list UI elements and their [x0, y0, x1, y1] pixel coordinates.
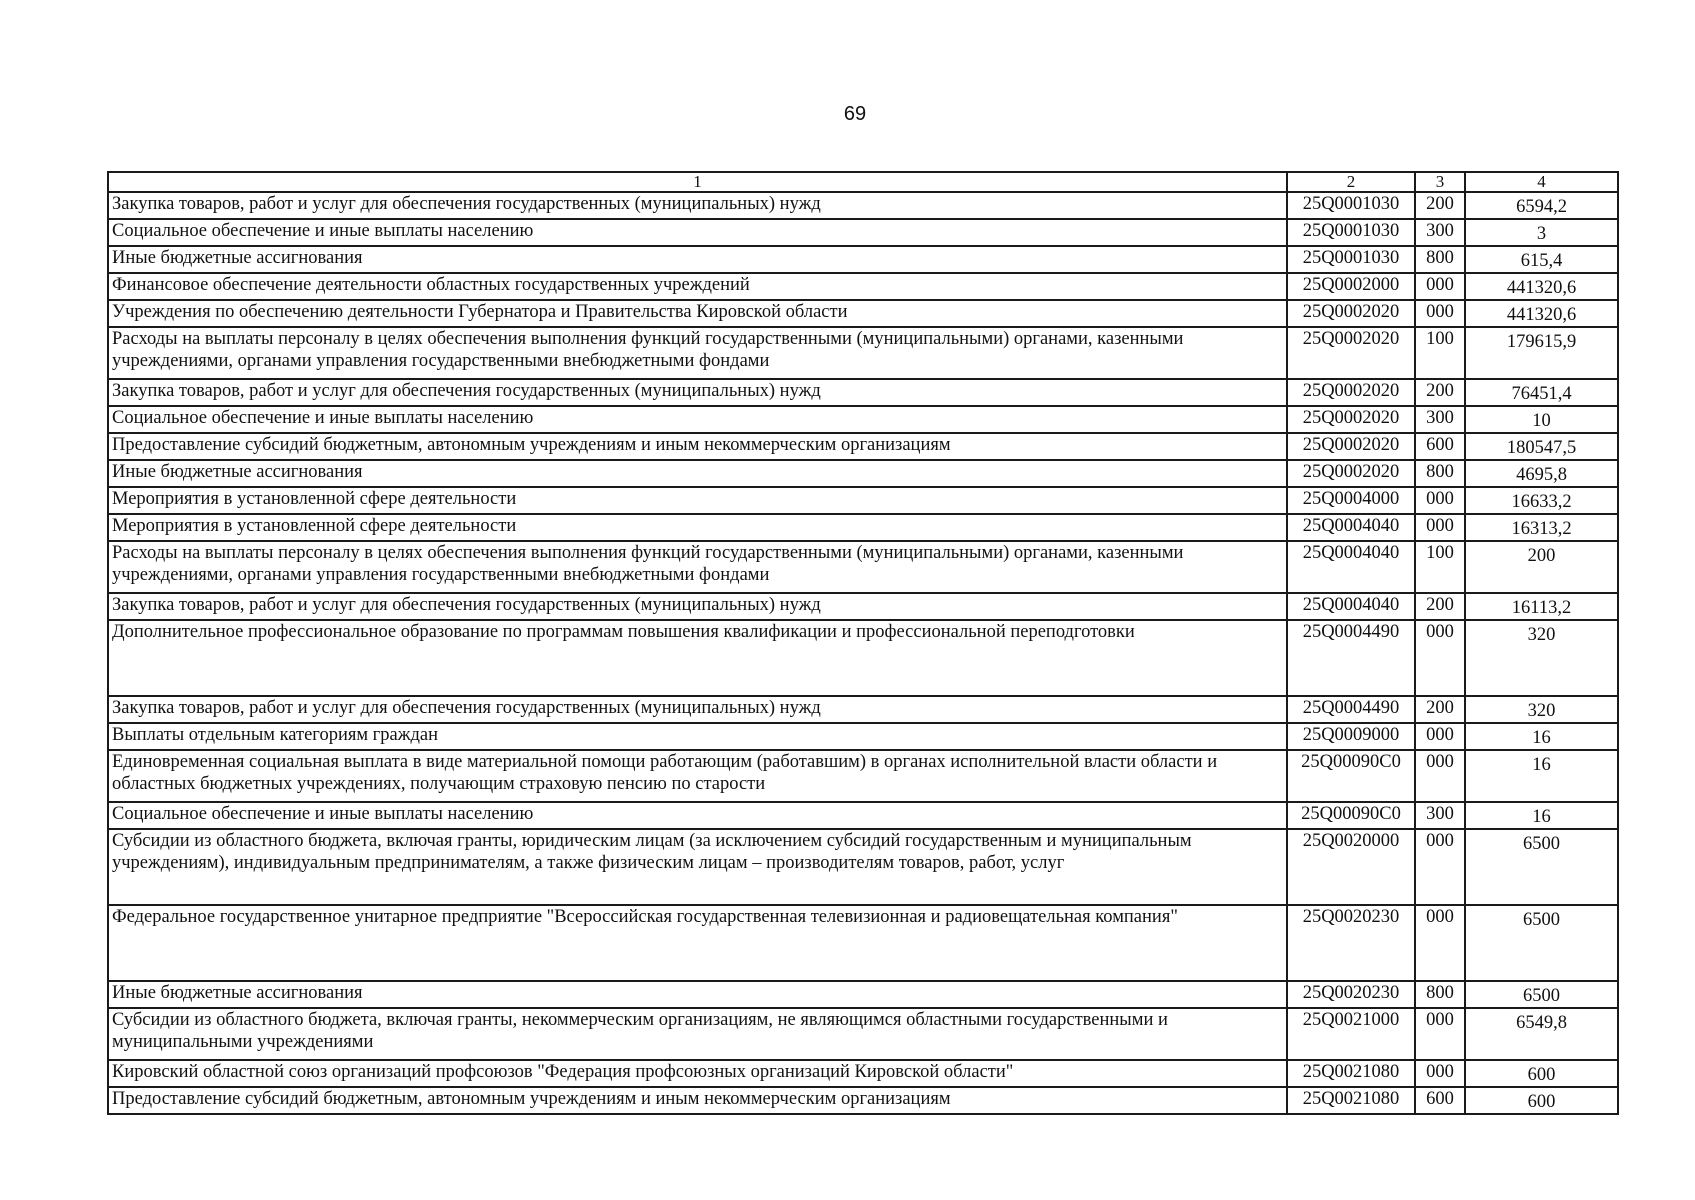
row-type-cell: 000 [1415, 487, 1465, 514]
row-type-cell: 800 [1415, 460, 1465, 487]
row-sum-cell: 441320,6 [1465, 300, 1618, 327]
row-code-cell: 25Q0021000 [1287, 1008, 1415, 1060]
table-body [108, 172, 1618, 1114]
row-code-cell: 25Q0020230 [1287, 981, 1415, 1008]
row-code-cell: 25Q0004490 [1287, 620, 1415, 696]
row-code-cell: 25Q0002020 [1287, 379, 1415, 406]
row-type-cell: 100 [1415, 541, 1465, 593]
row-code-cell: 25Q0004490 [1287, 696, 1415, 723]
row-code-cell: 25Q0001030 [1287, 192, 1415, 219]
row-code-cell: 25Q0002020 [1287, 300, 1415, 327]
row-sum-cell: 16 [1465, 802, 1618, 829]
row-type-cell: 200 [1415, 379, 1465, 406]
row-code-cell: 25Q0004040 [1287, 541, 1415, 593]
row-code-cell: 25Q0004040 [1287, 593, 1415, 620]
row-name-cell: Мероприятия в установленной сфере деятельности [108, 487, 1287, 514]
budget-table [107, 171, 1619, 1115]
row-code-cell: 25Q00090C0 [1287, 802, 1415, 829]
row-code-cell: 25Q0021080 [1287, 1060, 1415, 1087]
row-type-cell: 100 [1415, 327, 1465, 379]
table-row [108, 1087, 1618, 1114]
table-row [108, 406, 1618, 433]
row-type-cell: 000 [1415, 620, 1465, 696]
table-row [108, 829, 1618, 905]
row-name-cell: Закупка товаров, работ и услуг для обеспечения государственных (муниципальных) нужд [108, 696, 1287, 723]
row-type-cell: 300 [1415, 802, 1465, 829]
row-sum-cell: 600 [1465, 1060, 1618, 1087]
row-type-cell: 300 [1415, 406, 1465, 433]
row-name-cell: Иные бюджетные ассигнования [108, 460, 1287, 487]
row-name-cell: Кировский областной союз организаций профсоюзов "Федерация профсоюзных организаций Кировской области" [108, 1060, 1287, 1087]
row-name-cell: Иные бюджетные ассигнования [108, 246, 1287, 273]
table-row [108, 620, 1618, 696]
row-code-cell: 25Q0004000 [1287, 487, 1415, 514]
table-row [108, 802, 1618, 829]
row-code-cell: 25Q0020230 [1287, 905, 1415, 981]
row-name-cell: Субсидии из областного бюджета, включая гранты, некоммерческим организациям, не являющимся областными государственными и муниципальными учреждениями [108, 1008, 1287, 1060]
row-code-cell: 25Q0002000 [1287, 273, 1415, 300]
row-sum-cell: 76451,4 [1465, 379, 1618, 406]
row-name-cell: Федеральное государственное унитарное предприятие "Всероссийская государственная телевизионная и радиовещательная компания" [108, 905, 1287, 981]
row-sum-cell: 16 [1465, 750, 1618, 802]
row-code-cell: 25Q0002020 [1287, 460, 1415, 487]
table-row [108, 593, 1618, 620]
row-type-cell: 200 [1415, 192, 1465, 219]
table-row [108, 219, 1618, 246]
row-type-cell: 200 [1415, 696, 1465, 723]
row-sum-cell: 320 [1465, 696, 1618, 723]
row-name-cell: Закупка товаров, работ и услуг для обеспечения государственных (муниципальных) нужд [108, 192, 1287, 219]
row-type-cell: 600 [1415, 433, 1465, 460]
row-name-cell: Предоставление субсидий бюджетным, автономным учреждениям и иным некоммерческим организациям [108, 433, 1287, 460]
row-code-cell: 25Q0002020 [1287, 406, 1415, 433]
row-code-cell: 25Q0002020 [1287, 433, 1415, 460]
row-code-cell: 25Q0001030 [1287, 246, 1415, 273]
row-type-cell: 000 [1415, 723, 1465, 750]
table-row [108, 696, 1618, 723]
row-type-cell: 300 [1415, 219, 1465, 246]
row-name-cell: Субсидии из областного бюджета, включая гранты, юридическим лицам (за исключением субсидий государственным и муниципальным учреждениям), индивидуальным предпринимателям, а также физическим лицам – производителям товаров, работ, услуг [108, 829, 1287, 905]
row-type-cell: 000 [1415, 1060, 1465, 1087]
row-sum-cell: 200 [1465, 541, 1618, 593]
row-code-cell: 25Q0001030 [1287, 219, 1415, 246]
table-row [108, 273, 1618, 300]
row-sum-cell: 3 [1465, 219, 1618, 246]
column-header-name: 1 [108, 172, 1287, 192]
row-name-cell: Расходы на выплаты персоналу в целях обеспечения выполнения функций государственными (муниципальными) органами, казенными учреждениями, органами управления государственными внебюджетными фондами [108, 541, 1287, 593]
row-type-cell: 800 [1415, 246, 1465, 273]
row-name-cell: Социальное обеспечение и иные выплаты населению [108, 802, 1287, 829]
table-row [108, 905, 1618, 981]
row-sum-cell: 4695,8 [1465, 460, 1618, 487]
row-code-cell: 25Q0002020 [1287, 327, 1415, 379]
row-code-cell: 25Q0021080 [1287, 1087, 1415, 1114]
row-name-cell: Финансовое обеспечение деятельности областных государственных учреждений [108, 273, 1287, 300]
row-name-cell: Закупка товаров, работ и услуг для обеспечения государственных (муниципальных) нужд [108, 593, 1287, 620]
row-type-cell: 200 [1415, 593, 1465, 620]
row-type-cell: 000 [1415, 1008, 1465, 1060]
row-type-cell: 000 [1415, 905, 1465, 981]
row-type-cell: 000 [1415, 750, 1465, 802]
table-row [108, 750, 1618, 802]
table-row [108, 723, 1618, 750]
row-name-cell: Закупка товаров, работ и услуг для обеспечения государственных (муниципальных) нужд [108, 379, 1287, 406]
column-header-code: 2 [1287, 172, 1415, 192]
row-name-cell: Иные бюджетные ассигнования [108, 981, 1287, 1008]
table-row [108, 487, 1618, 514]
table-row [108, 514, 1618, 541]
row-name-cell: Дополнительное профессиональное образование по программам повышения квалификации и профессиональной переподготовки [108, 620, 1287, 696]
table-row [108, 192, 1618, 219]
row-sum-cell: 6500 [1465, 829, 1618, 905]
row-type-cell: 000 [1415, 300, 1465, 327]
row-code-cell: 25Q0020000 [1287, 829, 1415, 905]
row-sum-cell: 10 [1465, 406, 1618, 433]
row-type-cell: 000 [1415, 829, 1465, 905]
table-header-row [108, 172, 1618, 192]
table-row [108, 981, 1618, 1008]
row-sum-cell: 320 [1465, 620, 1618, 696]
row-sum-cell: 16 [1465, 723, 1618, 750]
row-type-cell: 800 [1415, 981, 1465, 1008]
row-sum-cell: 16633,2 [1465, 487, 1618, 514]
row-name-cell: Социальное обеспечение и иные выплаты населению [108, 406, 1287, 433]
row-code-cell: 25Q0004040 [1287, 514, 1415, 541]
row-sum-cell: 6500 [1465, 905, 1618, 981]
row-type-cell: 000 [1415, 514, 1465, 541]
table-row [108, 1060, 1618, 1087]
row-code-cell: 25Q00090C0 [1287, 750, 1415, 802]
row-sum-cell: 441320,6 [1465, 273, 1618, 300]
row-name-cell: Расходы на выплаты персоналу в целях обеспечения выполнения функций государственными (муниципальными) органами, казенными учреждениями, органами управления государственными внебюджетными фондами [108, 327, 1287, 379]
table-row [108, 379, 1618, 406]
row-sum-cell: 6549,8 [1465, 1008, 1618, 1060]
row-sum-cell: 16113,2 [1465, 593, 1618, 620]
row-sum-cell: 179615,9 [1465, 327, 1618, 379]
row-sum-cell: 6594,2 [1465, 192, 1618, 219]
table-row [108, 433, 1618, 460]
table-row [108, 1008, 1618, 1060]
row-sum-cell: 600 [1465, 1087, 1618, 1114]
column-header-type: 3 [1415, 172, 1465, 192]
row-name-cell: Единовременная социальная выплата в виде материальной помощи работающим (работавшим) в органах исполнительной власти области и областных бюджетных учреждениях, получающим страховую пенсию по старости [108, 750, 1287, 802]
row-type-cell: 600 [1415, 1087, 1465, 1114]
row-name-cell: Мероприятия в установленной сфере деятельности [108, 514, 1287, 541]
column-header-sum: 4 [1465, 172, 1618, 192]
row-name-cell: Предоставление субсидий бюджетным, автономным учреждениям и иным некоммерческим организациям [108, 1087, 1287, 1114]
row-code-cell: 25Q0009000 [1287, 723, 1415, 750]
row-sum-cell: 16313,2 [1465, 514, 1618, 541]
row-type-cell: 000 [1415, 273, 1465, 300]
page-number: 69 [843, 103, 867, 125]
table-row [108, 246, 1618, 273]
table-row [108, 327, 1618, 379]
row-sum-cell: 6500 [1465, 981, 1618, 1008]
table-row [108, 300, 1618, 327]
row-name-cell: Учреждения по обеспечению деятельности Губернатора и Правительства Кировской области [108, 300, 1287, 327]
row-sum-cell: 180547,5 [1465, 433, 1618, 460]
row-sum-cell: 615,4 [1465, 246, 1618, 273]
row-name-cell: Социальное обеспечение и иные выплаты населению [108, 219, 1287, 246]
table-row [108, 541, 1618, 593]
table-row [108, 460, 1618, 487]
row-name-cell: Выплаты отдельным категориям граждан [108, 723, 1287, 750]
